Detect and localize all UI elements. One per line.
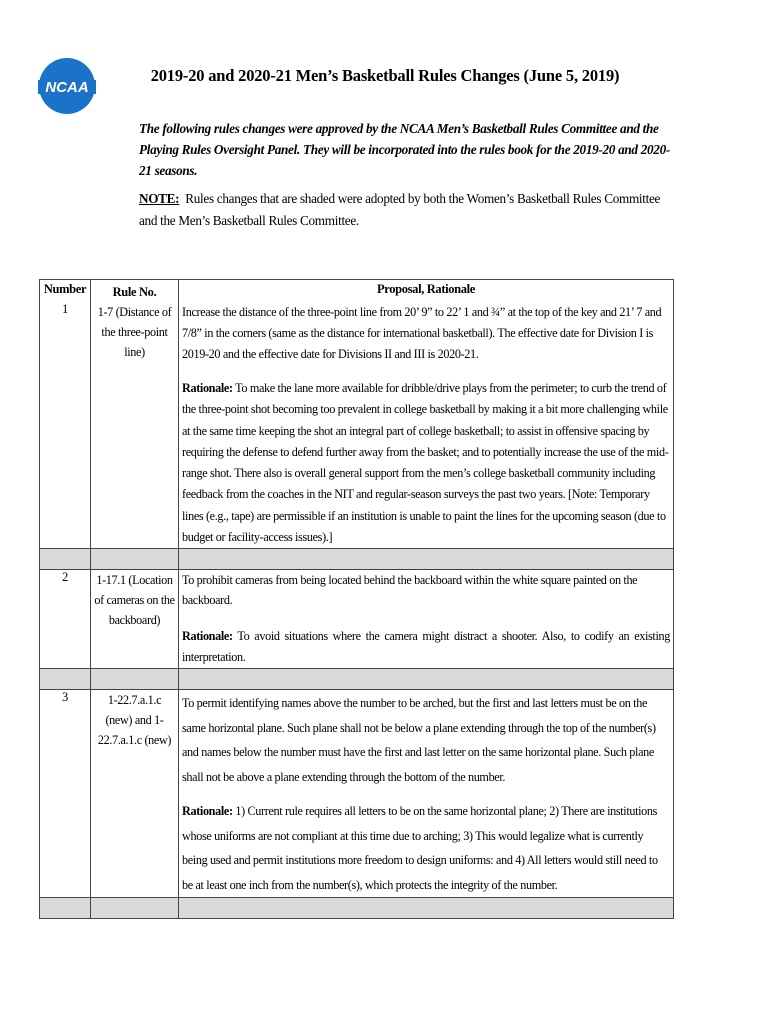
document-title: 2019-20 and 2020-21 Men’s Basketball Rules Changes (June 5, 2019) [150,66,620,85]
rationale [182,626,670,668]
table-row [40,690,674,898]
rationale [182,378,670,548]
header-rule-no: Rule No. [91,280,179,303]
rationale-text: 1) Current rule requires all letters to be on the same horizontal plane; 2) There are institutions whose uniforms are not compliant at this time due to arching; 3) This would legalize what is currently being used and permit institutions more freedom to design uniforms: and 4) All letters would still need to be at least one inch from the number(s), which protects the integrity of the number. [182,804,658,892]
rationale [182,799,670,897]
row-number: 1 [40,302,91,549]
rationale-label: Rationale: [182,629,233,644]
row-proposal [179,570,674,669]
row-proposal [179,302,674,549]
rationale-label: Rationale: [182,381,233,395]
proposal-text: To prohibit cameras from being located behind the backboard within the white square painted on the backboard. [182,573,638,608]
row-rule-no: 1-7 (Distance of the three-point line) [91,302,179,549]
intro-paragraph: The following rules changes were approved by the NCAA Men’s Basketball Rules Committee and the Playing Rules Oversight Panel. They will be incorporated into the rules book for the 2019-20 and 2020-21 seasons. [139,121,670,178]
table-row [40,570,674,669]
rules-changes-table [39,279,674,919]
row-number: 2 [40,570,91,669]
table-header-row [40,280,674,303]
logo-text: NCAA [45,79,89,96]
rationale-text: To make the lane more available for dribble/drive plays from the perimeter; to curb the trend of the three-point shot becoming too prevalent in college basketball by making it a bit more challenging while at the same time keeping the shot an integral part of college basketball; to assist in offensive spacing by requiring the defense to defend further away from the basket; and to potentially increase the use of the mid-range shot. There also is overall general support from the men’s college basketball community including feedback from the coaches in the NIT and regular-season surveys the past two years. [Note: Temporary lines (e.g., tape) are permissible if an institution is unable to paint the lines for the upcoming season (due to budget or facility-access issues).] [182,381,669,545]
proposal-text: Increase the distance of the three-point line from 20’ 9” to 22’ 1 and ¾” at the top of the key and 21’ 7 and 7/8” in the corners (same as the distance for international basketball). The effective date for Division I is 2019-20 and the effective date for Divisions II and III is 2020-21. [182,305,662,361]
note-paragraph [139,188,679,232]
table-row [40,302,674,549]
row-rule-no: 1-17.1 (Location of cameras on the backboard) [91,570,179,669]
note-label: NOTE: [139,191,180,206]
rationale-label: Rationale: [182,804,233,819]
header-proposal: Proposal, Rationale [179,280,674,303]
row-rule-no: 1-22.7.a.1.c (new) and 1-22.7.a.1.c (new) [91,690,179,898]
header-number: Number [40,280,91,303]
proposal-text: To permit identifying names above the number to be arched, but the first and last letters must be on the same horizontal plane. Such plane shall not be below a plane extending through the top of the number(s) and names below the number must have the first and last letter on the same horizontal plane. Such plane shall not be above a plane extending through the bottom of the number. [182,696,656,784]
note-text: Rules changes that are shaded were adopted by both the Women’s Basketball Rules Committee and the Men’s Basketball Rules Committee. [139,191,661,228]
shaded-separator-row [40,669,674,690]
shaded-separator-row [40,898,674,919]
row-number: 3 [40,690,91,898]
ncaa-logo [38,38,96,134]
row-proposal [179,690,674,898]
rationale-text: To avoid situations where the camera might distract a shooter. Also, to codify an existing interpretation. [182,629,670,665]
shaded-separator-row [40,549,674,570]
